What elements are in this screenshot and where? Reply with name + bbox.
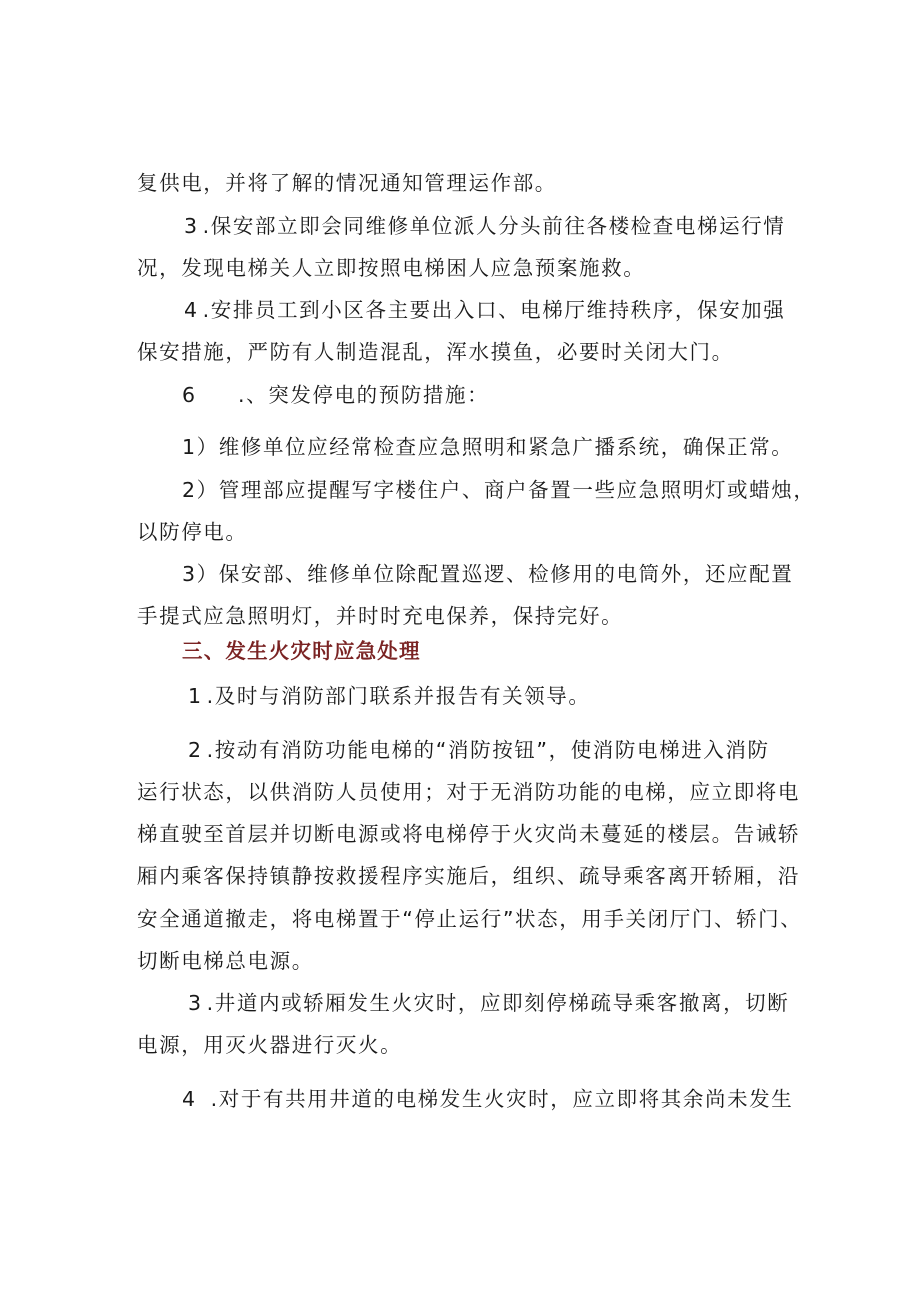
item-text: .及时与消防部门联系并报告有关领导。 — [206, 684, 591, 708]
paragraph-line: 复供电，并将了解的情况通知管理运作部。 — [137, 171, 557, 195]
item-number: 6 — [182, 383, 197, 407]
paragraph-line: 以防停电。 — [137, 520, 248, 544]
item-text: .井道内或轿厢发生火灾时，应即刻停梯疏导乘客撤离，切断 — [206, 991, 790, 1015]
paragraph-line: 况，发现电梯关人立即按照电梯困人应急预案施救。 — [137, 256, 646, 280]
item-number: 4 — [184, 298, 199, 322]
item-number: 3 — [184, 214, 199, 238]
item-text: .保安部立即会同维修单位派人分头前往各楼检查电梯运行情 — [202, 214, 786, 238]
paragraph-line: 切断电梯总电源。 — [137, 949, 314, 973]
paragraph-line: 3）保安部、维修单位除配置巡逻、检修用的电筒外，还应配置 — [182, 562, 794, 586]
paragraph-line: 电源，用灭火器进行灭火。 — [137, 1033, 403, 1057]
paragraph-line — [188, 736, 770, 764]
paragraph-line: 2）管理部应提醒写字楼住户、商户备置一些应急照明灯或蜡烛， — [182, 478, 816, 502]
paragraph-line — [188, 989, 789, 1017]
item-text: .、突发停电的预防措施： — [238, 383, 490, 407]
item-text: .安排员工到小区各主要出入口、电梯厅维持秩序，保安加强 — [202, 298, 786, 322]
paragraph-line: 1）维修单位应经常检查应急照明和紧急广播系统，确保正常。 — [182, 435, 794, 459]
paragraph-line: 保安措施，严防有人制造混乱，浑水摸鱼，必要时关闭大门。 — [137, 340, 734, 364]
paragraph-line — [188, 682, 590, 710]
item-number: 1 — [188, 684, 203, 708]
item-number: 3 — [188, 991, 203, 1015]
item-number: 2 — [188, 738, 203, 762]
paragraph-line: 梯直驶至首层并切断电源或将电梯停于火灾尚未蔓延的楼层。告诫轿 — [137, 822, 800, 846]
paragraph-line: 安全通道撤走，将电梯置于“停止运行”状态，用手关闭厅门、轿门、 — [137, 907, 803, 931]
paragraph-line: 运行状态，以供消防人员使用；对于无消防功能的电梯，应立即将电 — [137, 780, 800, 804]
section-subheading — [182, 381, 489, 409]
paragraph-line — [184, 296, 785, 324]
paragraph-line: 厢内乘客保持镇静按救援程序实施后，组织、疏导乘客离开轿厢，沿 — [137, 864, 800, 888]
section-heading: 三、发生火灾时应急处理 — [182, 639, 421, 663]
paragraph-line: 手提式应急照明灯，并时时充电保养，保持完好。 — [137, 604, 624, 628]
paragraph-line — [184, 212, 785, 240]
item-text: .对于有共用井道的电梯发生火灾时，应立即将其余尚未发生 — [210, 1087, 794, 1111]
item-text: .按动有消防功能电梯的“消防按钮”，使消防电梯进入消防 — [206, 738, 770, 762]
paragraph-line — [182, 1085, 793, 1113]
item-number: 4 — [182, 1087, 197, 1111]
